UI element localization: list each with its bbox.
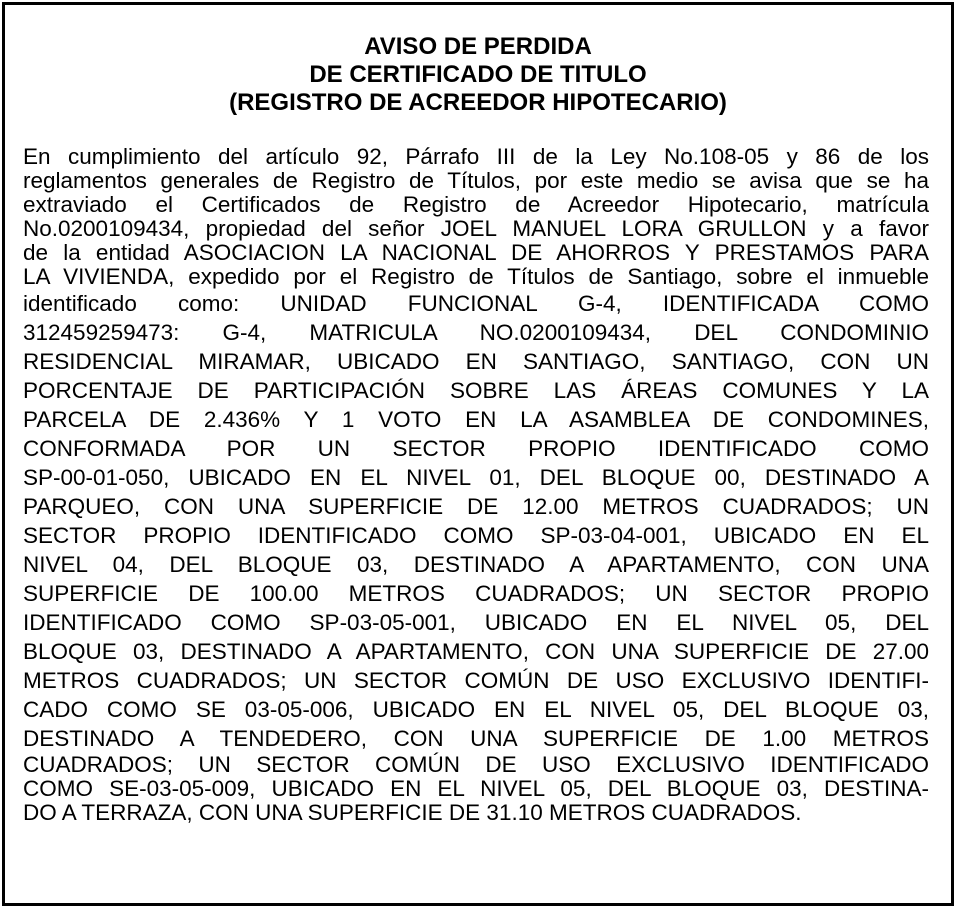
body-line: CONFORMADA POR UN SECTOR PROPIO IDENTIFICADO COMO (23, 436, 929, 461)
body-line: reglamentos generales de Registro de Títulos, por este medio se avisa que se ha (23, 168, 929, 193)
body-line: 312459259473: G-4, MATRICULA NO.0200109434, DEL CONDOMINIO (23, 320, 929, 345)
body-line: COMO SE-03-05-009, UBICADO EN EL NIVEL 05, DEL BLOQUE 03, DESTINA- (23, 776, 929, 801)
body-line: CUADRADOS; UN SECTOR COMÚN DE USO EXCLUSIVO IDENTIFICADO (23, 752, 929, 777)
body-line: METROS CUADRADOS; UN SECTOR COMÚN DE USO EXCLUSIVO IDENTIFI- (23, 668, 929, 693)
notice-body (23, 145, 929, 825)
body-line: CADO COMO SE 03-05-006, UBICADO EN EL NIVEL 05, DEL BLOQUE 03, (23, 697, 929, 722)
body-line: extraviado el Certificados de Registro de Acreedor Hipotecario, matrícula (23, 192, 929, 217)
title-line-1: AVISO DE PERDIDA (364, 33, 592, 60)
body-line: IDENTIFICADO COMO SP-03-05-001, UBICADO EN EL NIVEL 05, DEL (23, 610, 929, 635)
body-line: SP-00-01-050, UBICADO EN EL NIVEL 01, DEL BLOQUE 00, DESTINADO A (23, 465, 929, 490)
notice-title (5, 33, 951, 117)
body-line: de la entidad ASOCIACION LA NACIONAL DE AHORROS Y PRESTAMOS PARA (23, 240, 929, 265)
title-line-2: DE CERTIFICADO DE TITULO (309, 61, 647, 88)
body-line: PARCELA DE 2.436% Y 1 VOTO EN LA ASAMBLEA DE CONDOMINES, (23, 407, 929, 432)
title-line-3: (REGISTRO DE ACREEDOR HIPOTECARIO) (229, 89, 727, 116)
notice-frame (2, 2, 954, 906)
body-line: DESTINADO A TENDEDERO, CON UNA SUPERFICIE DE 1.00 METROS (23, 726, 929, 751)
body-line: PORCENTAJE DE PARTICIPACIÓN SOBRE LAS ÁREAS COMUNES Y LA (23, 378, 929, 403)
body-line: LA VIVIENDA, expedido por el Registro de Títulos de Santiago, sobre el inmueble (23, 264, 929, 289)
body-line: NIVEL 04, DEL BLOQUE 03, DESTINADO A APARTAMENTO, CON UNA (23, 552, 929, 577)
body-line: SECTOR PROPIO IDENTIFICADO COMO SP-03-04-001, UBICADO EN EL (23, 523, 929, 548)
body-line: BLOQUE 03, DESTINADO A APARTAMENTO, CON UNA SUPERFICIE DE 27.00 (23, 639, 929, 664)
body-line: SUPERFICIE DE 100.00 METROS CUADRADOS; UN SECTOR PROPIO (23, 581, 929, 606)
body-line: No.0200109434, propiedad del señor JOEL MANUEL LORA GRULLON y a favor (23, 216, 929, 241)
body-line: DO A TERRAZA, CON UNA SUPERFICIE DE 31.10 METROS CUADRADOS. (23, 800, 802, 825)
body-line: identificado como: UNIDAD FUNCIONAL G-4, IDENTIFICADA COMO (23, 291, 929, 316)
body-line: RESIDENCIAL MIRAMAR, UBICADO EN SANTIAGO, SANTIAGO, CON UN (23, 349, 929, 374)
body-line: PARQUEO, CON UNA SUPERFICIE DE 12.00 METROS CUADRADOS; UN (23, 494, 929, 519)
body-line: En cumplimiento del artículo 92, Párrafo III de la Ley No.108-05 y 86 de los (23, 144, 929, 169)
